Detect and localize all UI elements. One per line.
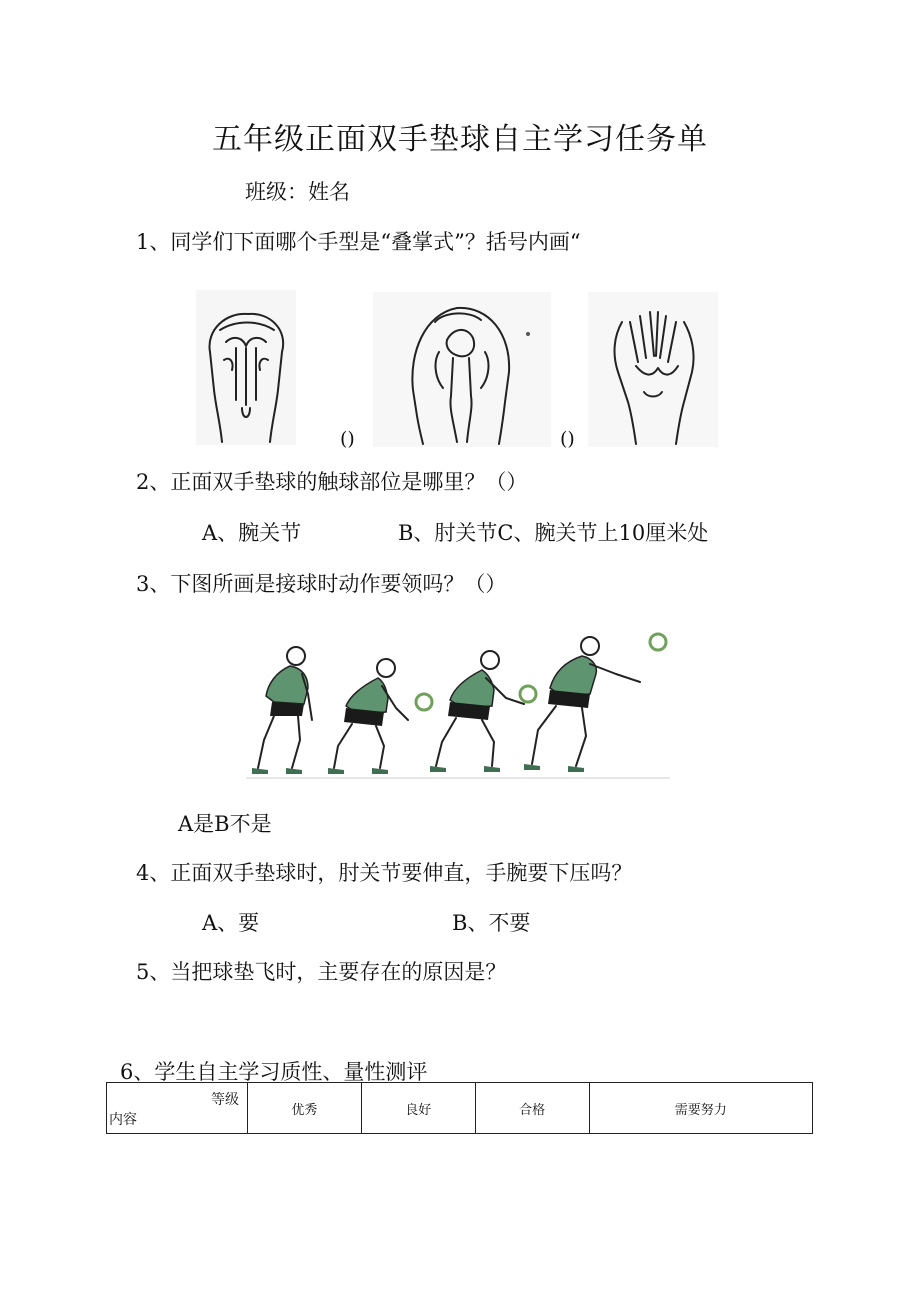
q2-option-a[interactable]: A、腕关节	[202, 521, 302, 545]
volleyball-icon	[416, 694, 432, 710]
question-5: 5、当把球垫飞时，主要存在的原因是？	[136, 960, 507, 984]
class-name-line: 班级：姓名	[245, 180, 350, 204]
grade-pass: 合格	[475, 1083, 589, 1134]
evaluation-table	[106, 1082, 813, 1134]
open-hands-icon	[588, 292, 718, 447]
grade-needs-effort: 需要努力	[589, 1083, 812, 1134]
table-corner-header	[107, 1083, 248, 1134]
page-title: 五年级正面双手垫球自主学习任务单	[212, 122, 708, 157]
volleyball-player-icon	[430, 651, 524, 772]
q3-options[interactable]: A是B不是	[178, 812, 272, 836]
volleyball-sequence-illustration	[246, 628, 676, 780]
q4-option-b[interactable]: B、不要	[452, 911, 531, 935]
content-header: 内容	[109, 1111, 137, 1127]
q4-option-a[interactable]: A、要	[202, 911, 260, 935]
volleyball-player-icon	[252, 647, 312, 774]
volleyball-icon	[520, 686, 536, 702]
question-4: 4、正面双手垫球时，肘关节要伸直，手腕要下压吗？	[136, 861, 633, 885]
question-3: 3、下图所画是接球时动作要领吗？（）	[136, 572, 507, 596]
cupped-hands-icon	[196, 290, 296, 445]
volleyball-icon	[650, 634, 666, 650]
answer-paren-2[interactable]: ()	[560, 428, 575, 450]
clasped-hands-icon	[373, 292, 551, 447]
answer-paren-1[interactable]: ()	[340, 428, 355, 450]
grade-excellent: 优秀	[248, 1083, 362, 1134]
q2-option-bc[interactable]: B、肘关节C、腕关节上10厘米处	[398, 521, 709, 545]
volleyball-player-icon	[524, 637, 640, 772]
volleyball-player-icon	[328, 659, 408, 774]
question-1: 1、同学们下面哪个手型是“叠掌式”？括号内画“	[136, 230, 581, 254]
table-row	[107, 1083, 813, 1134]
grade-good: 良好	[361, 1083, 475, 1134]
question-6: 6、学生自主学习质性、量性测评	[120, 1060, 428, 1084]
grade-header: 等级	[211, 1091, 239, 1107]
question-2: 2、正面双手垫球的触球部位是哪里？（）	[136, 470, 528, 494]
